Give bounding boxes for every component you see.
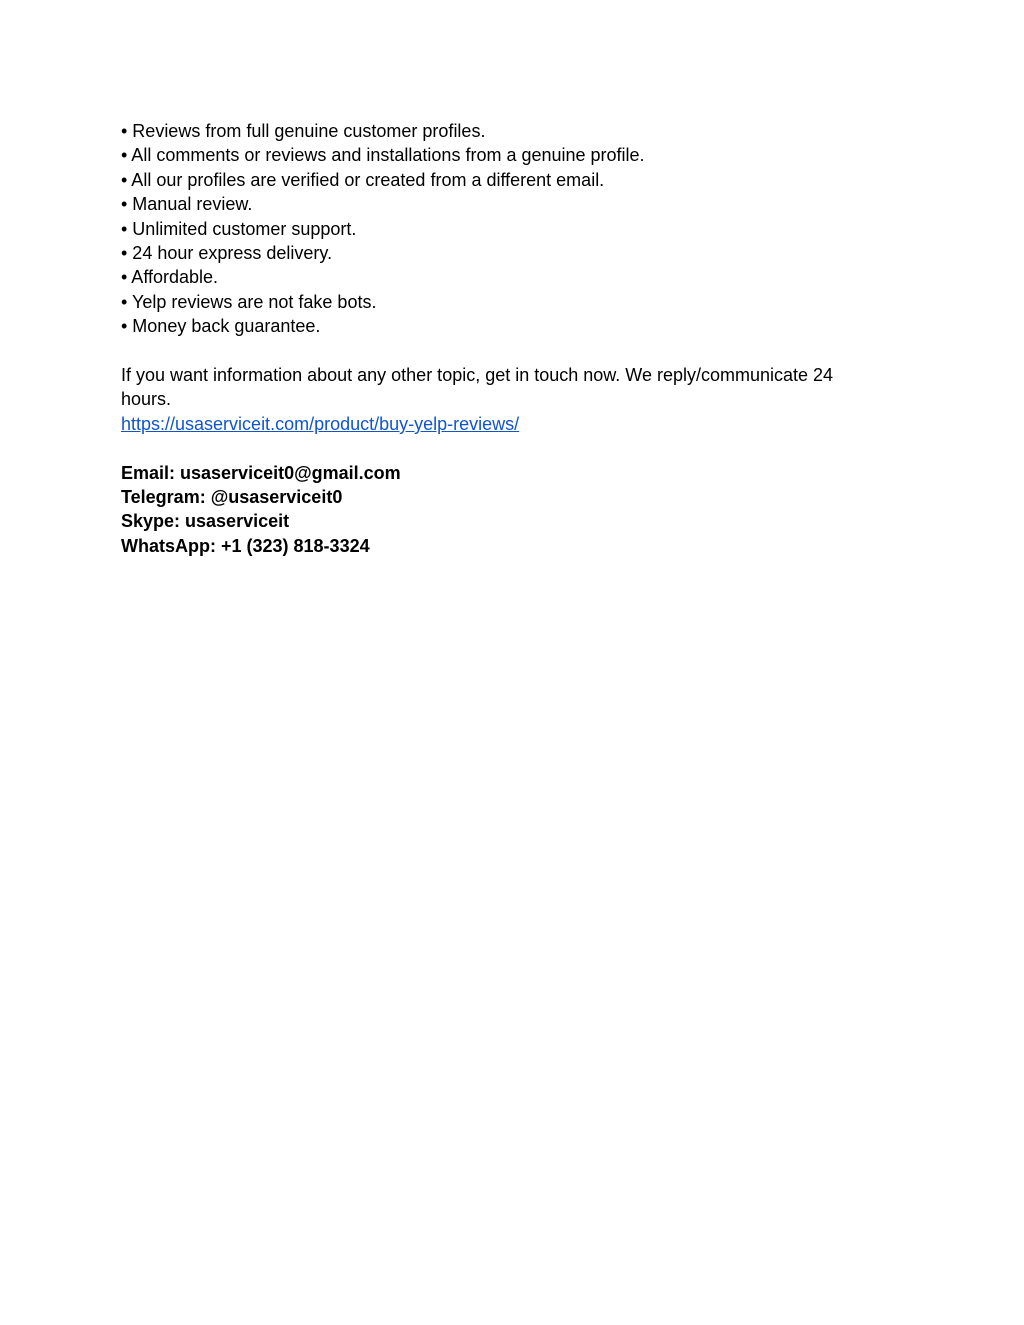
- contact-skype: Skype: usaserviceit: [121, 511, 290, 532]
- contact-telegram: Telegram: @usaserviceit0: [121, 487, 343, 508]
- link-line: [121, 412, 861, 436]
- spacer: [121, 436, 861, 460]
- list-item: • All our profiles are verified or created from a different email.: [121, 169, 605, 190]
- product-link[interactable]: https://usaserviceit.com/product/buy-yelp-reviews/: [121, 413, 520, 434]
- list-item: • Money back guarantee.: [121, 316, 321, 337]
- feature-list: [121, 119, 861, 339]
- list-item: • 24 hour express delivery.: [121, 243, 333, 264]
- spacer: [121, 339, 861, 363]
- list-item: • Yelp reviews are not fake bots.: [121, 291, 377, 312]
- list-item: • Unlimited customer support.: [121, 218, 357, 239]
- list-item: • Manual review.: [121, 194, 253, 215]
- list-item: • Reviews from full genuine customer profiles.: [121, 121, 486, 141]
- document-body: [121, 119, 861, 558]
- info-paragraph: If you want information about any other topic, get in touch now. We reply/communicate 24 hours.: [121, 365, 834, 410]
- contact-email: Email: usaserviceit0@gmail.com: [121, 462, 401, 483]
- list-item: • Affordable.: [121, 267, 219, 288]
- contact-whatsapp: WhatsApp: +1 (323) 818-3324: [121, 535, 370, 556]
- list-item: • All comments or reviews and installations from a genuine profile.: [121, 145, 645, 166]
- contact-block: [121, 461, 861, 559]
